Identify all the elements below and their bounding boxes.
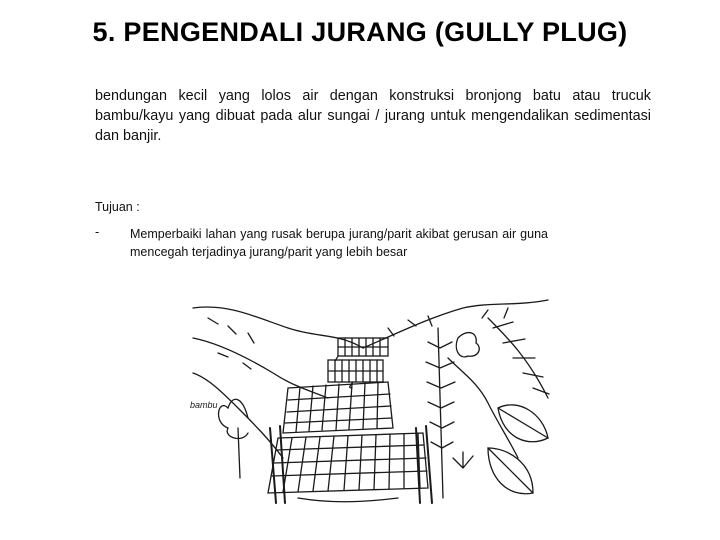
- gully-plug-illustration: [188, 298, 568, 516]
- goal-label: Tujuan :: [95, 200, 140, 214]
- illustration-caption: bambu: [190, 400, 218, 410]
- gully-plug-sketch: [188, 298, 568, 516]
- goal-text: Memperbaiki lahan yang rusak berupa jurang/parit akibat gerusan air guna mencegah terjadinya jurang/parit yang lebih besar: [130, 227, 548, 259]
- definition-paragraph: bendungan kecil yang lolos air dengan konstruksi bronjong batu atau trucuk bambu/kayu yang dibuat pada alur sungai / jurang untuk mengendalikan sedimentasi dan banjir.: [95, 88, 651, 144]
- goal-bullet: -: [95, 225, 100, 239]
- slide-title: 5. PENGENDALI JURANG (GULLY PLUG): [92, 17, 628, 47]
